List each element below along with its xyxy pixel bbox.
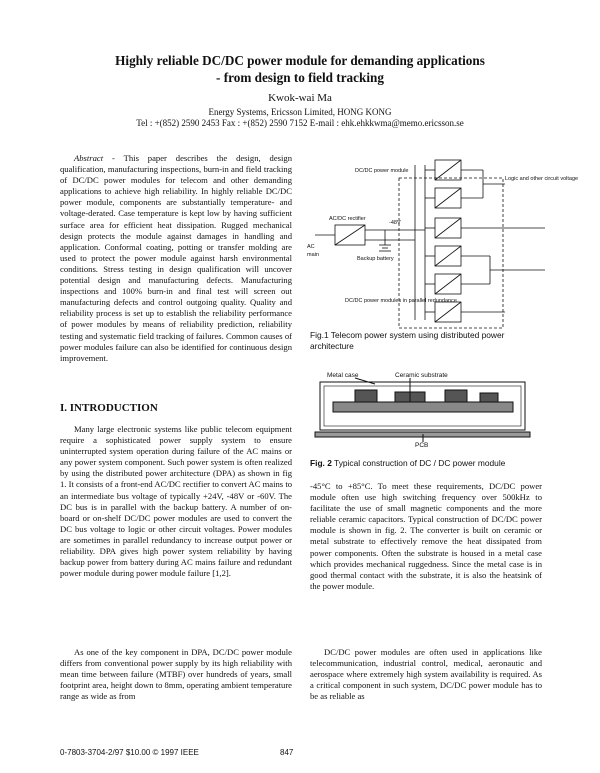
fig2-label-pcb: PCB	[415, 442, 429, 449]
right-paragraph-1-block	[310, 481, 542, 592]
right-paragraph-1: -45°C to +85°C. To meet these requirements, DC/DC power module often use high switching frequency over 500kHz to facilitate the use of small magnetic components and the more reliable ceramic capacitors. Typical construction of DC/DC power module is shown in fig. 2. The converter is built on ceramic or metal substrate to effectively remove the heat dissipated from power components. Often the substrate is housed in a metal case which provides mechanical ruggedness. Since the metal case is in good thermal contact with the substrate, it is also the heatsink of the power module.	[310, 481, 542, 591]
contact-line: Tel : +(852) 2590 2453 Fax : +(852) 2590 7152 E-mail : ehk.ehkkwma@memo.ericsson.se	[136, 118, 464, 128]
fig2-label-ceramic: Ceramic substrate	[395, 372, 448, 379]
fig1-label-parallel: DC/DC power modules in parallel redundance	[345, 298, 457, 304]
fig1-label-backup: Backup battery	[357, 256, 394, 262]
fig1-label-logic: Logic and other circuit voltage	[505, 176, 579, 182]
fig1-label-bus: -48V	[389, 220, 401, 226]
abstract-text: - This paper describes the design, design qualification, manufacturing inspections, burn-in and field tracking of DC/DC power modules for telecom and other demanding applications to achieve high reliability. In highly reliable DC/DC power module, components are substantially temperature- and voltage-derated. Case temperature is kept low by having sufficient surface area for efficient heat dissipation. Rugged mechanical design protects the module against damages in handling and application. Conformal coating, potting or transfer molding are used to protect the power module against harsh environmental conditions. Stress testing in design qualification will uncover potential design and manufacturing defects. Manufacturing inspections and 100% burn-in and final test will screen out manufacturing defects and control outgoing quality. Quality and reliability process is set up to establish the reliability performance of power modules by means of reliability prediction, reliability testing and systematic field tracking of failures. Common causes of power modules failure can also be identified for continuous design improvement.	[60, 153, 292, 363]
figure-1-caption: Fig.1 Telecom power system using distributed power architecture	[310, 330, 505, 351]
right-paragraph-2-block	[310, 647, 542, 702]
title-line-2: - from design to field tracking	[216, 70, 384, 85]
right-paragraph-2: DC/DC power modules are often used in applications like telecommunication, industrial control, medical, aeronautic and aerospace where extremely high system availability is required. As a critical component in such system, DC/DC power module has to be as reliable as	[310, 647, 542, 702]
abstract-block	[60, 153, 292, 364]
intro-paragraph-1: Many large electronic systems like public telecom equipment require a sophisticated power supply system to ensure uninterrupted system operation during failure of the AC mains or any power system component. Such power system is often realized by using the distributed power architecture (DPA) as shown in fig 1. It consists of a front-end AC/DC rectifier to convert AC mains to an intermediate bus voltage of typically +24V, -48V or -60V. The DC bus is in parallel with the backup battery. A number of on-board or on-shelf DC/DC power modules are used to convert the DC bus voltage to logic or other circuit voltages. Power modules are sometimes in parallel redundancy to increase output power or reliability. DPA gives high power system reliability by having backup power from battery during AC mains failure and redundant power module during power module failure [1,2].	[60, 424, 292, 579]
intro-paragraph-2-block	[60, 647, 292, 702]
paper-title	[0, 52, 600, 86]
affiliation: Energy Systems, Ericsson Limited, HONG KONG	[208, 107, 392, 117]
figure-2-caption-label: Fig. 2	[310, 458, 332, 468]
abstract-label: Abstract	[74, 153, 104, 163]
affiliation-block	[0, 107, 600, 129]
fig2-label-metal-case: Metal case	[327, 372, 359, 379]
page-number: 847	[280, 748, 294, 757]
figure-1-diagram	[305, 150, 579, 330]
figure-2-diagram	[315, 370, 530, 448]
fig1-label-main: main	[307, 252, 319, 258]
footer-copyright: 0-7803-3704-2/97 $10.00 © 1997 IEEE	[60, 748, 199, 757]
fig1-label-acdc: AC/DC rectifier	[329, 216, 366, 222]
fig1-label-dcdc-module: DC/DC power module	[355, 168, 409, 174]
figure-2-caption-text: Typical construction of DC / DC power module	[331, 458, 506, 468]
section-heading-introduction: I. INTRODUCTION	[60, 402, 158, 414]
intro-paragraph-2: As one of the key component in DPA, DC/DC power module differs from conventional power supply by its high reliability with mean time between failure (MTBF) over hundreds of years, small footprint area, height down to 8mm, operating ambient temperature range as wide as from	[60, 647, 292, 702]
fig1-label-ac: AC	[307, 244, 315, 250]
author-name: Kwok-wai Ma	[268, 92, 332, 104]
figure-2-caption	[310, 458, 550, 469]
intro-paragraph-1-block	[60, 424, 292, 579]
title-line-1: Highly reliable DC/DC power module for demanding applications	[115, 53, 485, 68]
